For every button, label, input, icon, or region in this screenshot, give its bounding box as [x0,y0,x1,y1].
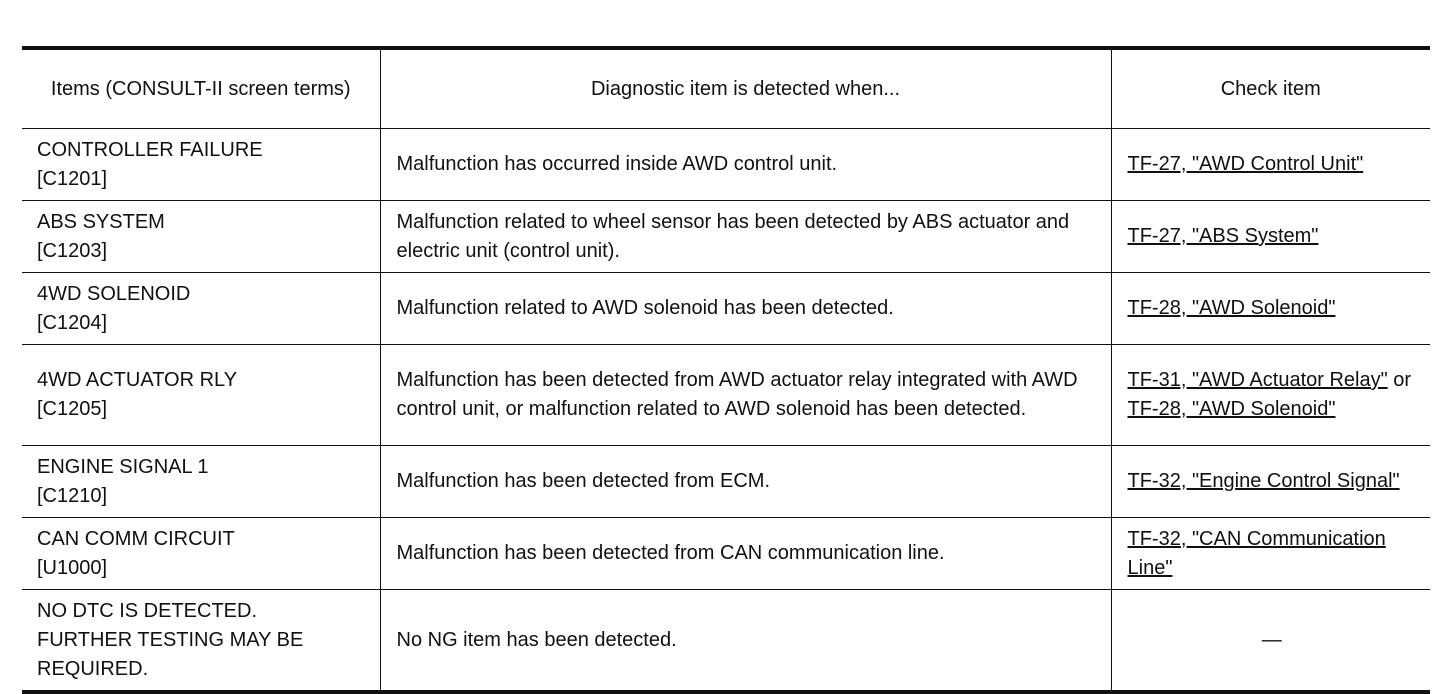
check-link-relay[interactable]: TF-31, "AWD Actuator Relay" [1127,369,1388,391]
table-row [22,446,1430,518]
header-detected-when: Diagnostic item is detected when... [380,48,1111,129]
check-link[interactable]: TF-28, "AWD Solenoid" [1127,297,1336,319]
check-separator: or [1387,369,1412,391]
table-header-row [22,48,1430,129]
detected-cell: Malfunction related to wheel sensor has been detected by ABS actuator and electric unit (control unit). [380,201,1111,273]
detected-cell: Malfunction related to AWD solenoid has been detected. [380,273,1111,345]
table-row [22,129,1430,201]
check-link-solenoid[interactable]: TF-28, "AWD Solenoid" [1127,398,1336,420]
table-row [22,518,1430,590]
header-items: Items (CONSULT-II screen terms) [22,48,380,129]
header-check-item: Check item [1111,48,1430,129]
detected-cell: Malfunction has been detected from CAN communication line. [380,518,1111,590]
check-cell [1111,129,1430,201]
check-cell [1111,345,1430,446]
item-cell: CONTROLLER FAILURE [C1201] [22,129,380,201]
check-link[interactable]: TF-27, "ABS System" [1127,225,1319,247]
item-cell: ABS SYSTEM [C1203] [22,201,380,273]
detected-cell: Malfunction has been detected from AWD actuator relay integrated with AWD control unit, or malfunction related to AWD solenoid has been detected. [380,345,1111,446]
table-row [22,273,1430,345]
check-cell-empty: — [1111,590,1430,693]
check-link[interactable]: TF-27, "AWD Control Unit" [1127,153,1364,175]
item-cell: CAN COMM CIRCUIT [U1000] [22,518,380,590]
diagnostic-table [22,46,1430,694]
item-cell: 4WD ACTUATOR RLY [C1205] [22,345,380,446]
item-cell: 4WD SOLENOID [C1204] [22,273,380,345]
check-cell [1111,518,1430,590]
check-link[interactable]: TF-32, "Engine Control Signal" [1127,470,1400,492]
table-row [22,345,1430,446]
detected-cell: No NG item has been detected. [380,590,1111,693]
check-cell [1111,273,1430,345]
detected-cell: Malfunction has been detected from ECM. [380,446,1111,518]
table-row [22,590,1430,693]
check-link[interactable]: TF-32, "CAN Communication Line" [1127,527,1386,579]
table-row [22,201,1430,273]
check-cell [1111,201,1430,273]
check-cell [1111,446,1430,518]
detected-cell: Malfunction has occurred inside AWD control unit. [380,129,1111,201]
item-cell: ENGINE SIGNAL 1 [C1210] [22,446,380,518]
item-cell: NO DTC IS DETECTED. FURTHER TESTING MAY BE REQUIRED. [22,590,380,693]
